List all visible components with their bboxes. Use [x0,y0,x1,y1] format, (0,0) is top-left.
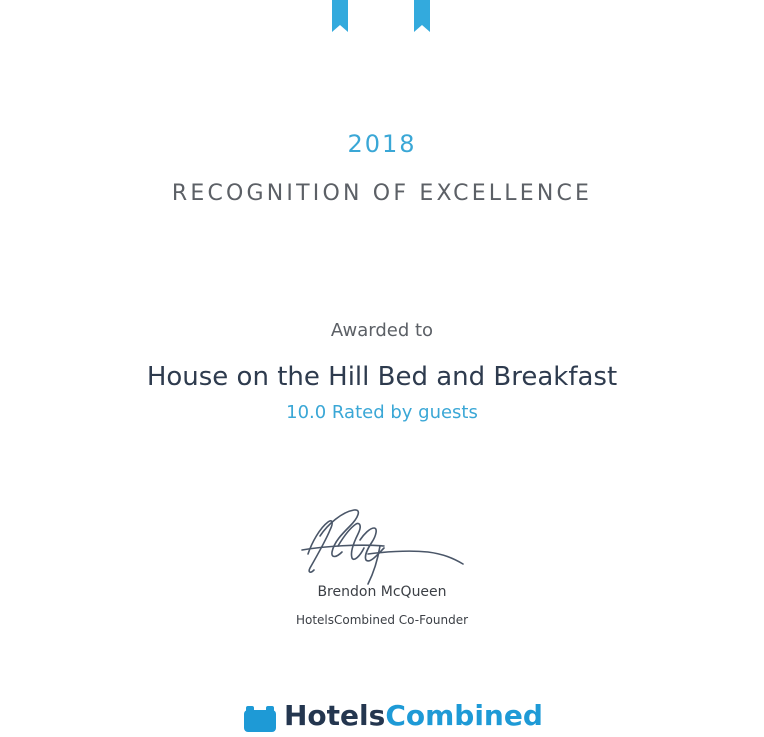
ribbon-right [414,0,430,32]
property-name: House on the Hill Bed and Breakfast [146,362,618,392]
signer-name: Brendon McQueen [317,584,447,600]
bed-icon [244,706,276,732]
award-year: 2018 [347,130,417,158]
awarded-to-label: Awarded to [330,320,434,341]
brand-combined: Combined [385,699,543,732]
ribbon-left [332,0,348,32]
certificate-headline: RECOGNITION OF EXCELLENCE [171,181,593,206]
signature-image [298,506,468,590]
signer-title: HotelsCombined Co-Founder [295,613,469,627]
brand-wordmark [284,699,543,732]
rating-text: 10.0 Rated by guests [286,402,478,423]
brand-hotels: Hotels [284,699,386,732]
